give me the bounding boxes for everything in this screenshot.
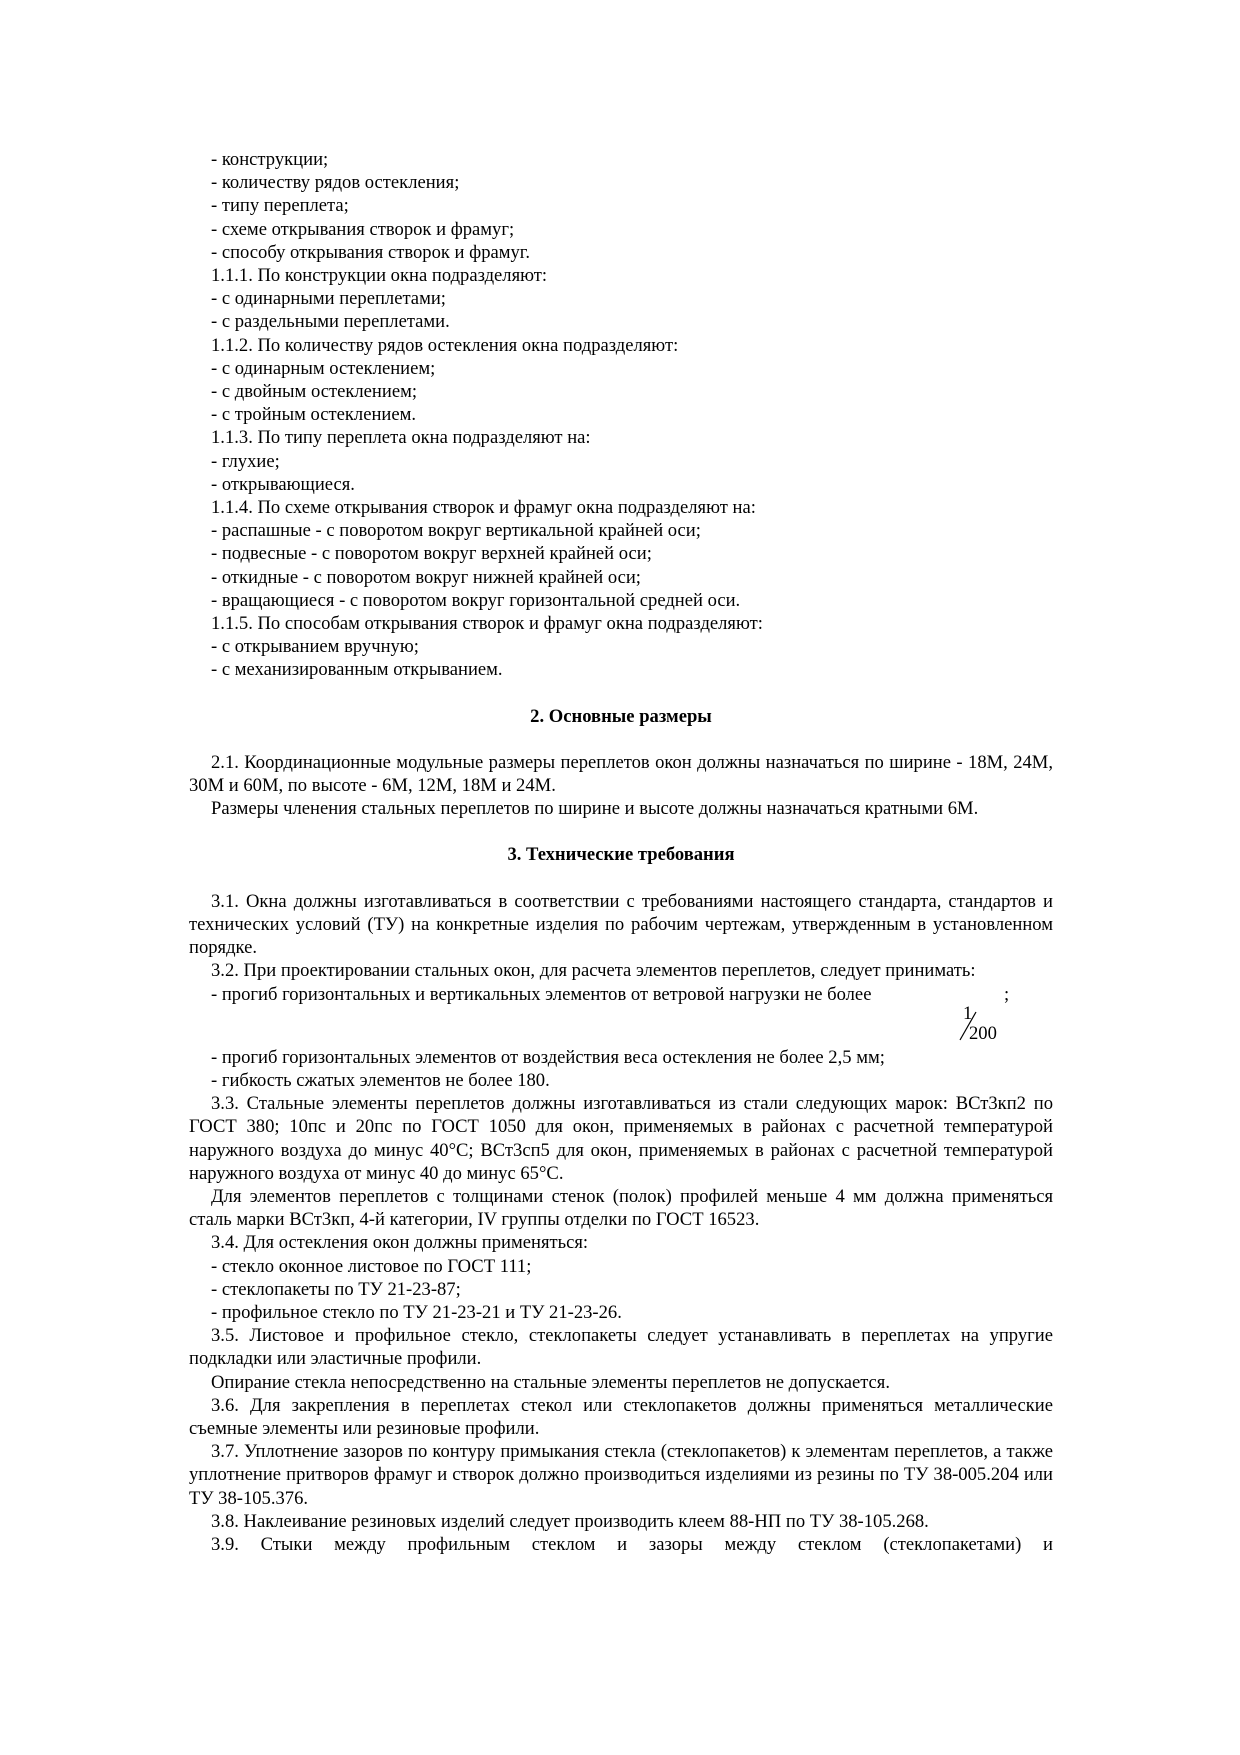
- paragraph-3-9: 3.9. Стыки между профильным стеклом и зазоры между стеклом (стеклопакетами) и: [211, 1533, 1053, 1555]
- subsection-heading: 1.1.2. По количеству рядов остекления окна подразделяют:: [211, 334, 679, 356]
- deflection-wind-line: [189, 983, 1053, 1006]
- subsection-heading: 1.1.1. По конструкции окна подразделяют:: [211, 265, 548, 287]
- list-item: - профильное стекло по ТУ 21-23-21 и ТУ 21-23-26.: [211, 1301, 622, 1323]
- fraction-denominator: 200: [969, 1022, 997, 1044]
- list-item: - способу открывания створок и фрамуг.: [211, 241, 530, 263]
- list-item: - типу переплета;: [211, 195, 349, 217]
- list-item: - конструкции;: [211, 149, 329, 170]
- paragraph-3-3b: Для элементов переплетов с толщинами стенок (полок) профилей меньше 4 мм должна применяться сталь марки ВСт3кп, 4-й категории, IV группы отделки по ГОСТ 16523.: [189, 1185, 1053, 1231]
- fraction-row: [189, 1002, 1053, 1046]
- classification-list: [189, 148, 1053, 682]
- paragraph-3-8: 3.8. Наклеивание резиновых изделий следует производить клеем 88-НП по ТУ 38-105.268.: [211, 1510, 929, 1532]
- list-item: - с открыванием вручную;: [211, 636, 419, 658]
- list-item: - откидные - с поворотом вокруг нижней крайней оси;: [211, 566, 641, 588]
- paragraph-3-5: 3.5. Листовое и профильное стекло, стеклопакеты следует устанавливать в переплетах на упругие подкладки или эластичные профили.: [189, 1325, 1053, 1370]
- list-item: - распашные - с поворотом вокруг вертикальной крайней оси;: [211, 520, 701, 542]
- list-item: - с раздельными переплетами.: [211, 311, 450, 333]
- list-item: - глухие;: [211, 450, 280, 472]
- fraction-numerator: 1: [963, 1002, 973, 1024]
- subsection-heading: 1.1.3. По типу переплета окна подразделяют на:: [211, 427, 591, 449]
- paragraph-3-4: 3.4. Для остекления окон должны применяться:: [211, 1232, 589, 1254]
- deflection-glass-line: - прогиб горизонтальных элементов от воздействия веса остекления не более 2,5 мм;: [211, 1046, 885, 1068]
- paragraph-3-5b: Опирание стекла непосредственно на стальные элементы переплетов не допускается.: [211, 1371, 891, 1393]
- paragraph-3-1: 3.1. Окна должны изготавливаться в соответствии с требованиями настоящего стандарта, стандартов и технических условий (ТУ) на конкретные изделия по рабочим чертежам, утвержденным в установленном порядке.: [189, 890, 1053, 959]
- semicolon: ;: [1004, 983, 1010, 1005]
- list-item: - с тройным остеклением.: [211, 404, 417, 426]
- list-item: - стеклопакеты по ТУ 21-23-87;: [211, 1278, 461, 1300]
- list-item: - схеме открывания створок и фрамуг;: [211, 218, 515, 240]
- fraction-formula: [951, 1002, 1011, 1046]
- list-item: - открывающиеся.: [211, 473, 355, 495]
- deflection-wind-text: - прогиб горизонтальных и вертикальных элементов от ветровой нагрузки не более: [211, 983, 872, 1005]
- list-item: - с механизированным открыванием.: [211, 659, 503, 681]
- subsection-heading: 1.1.5. По способам открывания створок и фрамуг окна подразделяют:: [211, 613, 763, 635]
- list-item: - с одинарным остеклением;: [211, 357, 436, 379]
- paragraph-2-1: 2.1. Координационные модульные размеры переплетов окон должны назначаться по ширине - 18М, 24М, 30М и 60М, по высоте - 6М, 12М, 18М и 24М.: [189, 751, 1053, 797]
- list-item: - вращающиеся - с поворотом вокруг горизонтальной средней оси.: [211, 589, 741, 611]
- section-2-title: 2. Основные размеры: [530, 705, 712, 727]
- list-item: - подвесные - с поворотом вокруг верхней крайней оси;: [211, 543, 652, 565]
- list-item: - с одинарными переплетами;: [211, 288, 446, 310]
- document-body: [189, 148, 1053, 1556]
- paragraph-3-2: 3.2. При проектировании стальных окон, для расчета элементов переплетов, следует принимать:: [211, 960, 976, 982]
- flexibility-line: - гибкость сжатых элементов не более 180.: [211, 1069, 550, 1091]
- subsection-heading: 1.1.4. По схеме открывания створок и фрамуг окна подразделяют на:: [211, 497, 756, 519]
- section-3-title: 3. Технические требования: [507, 844, 735, 866]
- list-item: - с двойным остеклением;: [211, 381, 418, 403]
- paragraph-2-1b: Размеры членения стальных переплетов по ширине и высоте должны назначаться кратными 6М.: [211, 798, 979, 820]
- paragraph-3-3: 3.3. Стальные элементы переплетов должны изготавливаться из стали следующих марок: ВСт3кп2 по ГОСТ 380; 10пс и 20пс по ГОСТ 1050 для окон, применяемых в районах с расчетной температурой наружного воздуха до минус 40°С; ВСт3сп5 для окон, применяемых в районах с расчетной температурой наружного воздуха от минус 40 до минус 65°С.: [189, 1093, 1053, 1184]
- paragraph-3-7: 3.7. Уплотнение зазоров по контуру примыкания стекла (стеклопакетов) к элементам переплетов, а также уплотнение притворов фрамуг и створок должно производиться изделиями из резины по ТУ 38-005.204 или ТУ 38-105.376.: [189, 1441, 1053, 1509]
- list-item: - количеству рядов остекления;: [211, 172, 460, 194]
- list-item: - стекло оконное листовое по ГОСТ 111;: [211, 1255, 532, 1277]
- paragraph-3-6: 3.6. Для закрепления в переплетах стекол или стеклопакетов должны применяться металлические съемные элементы или резиновые профили.: [189, 1394, 1053, 1439]
